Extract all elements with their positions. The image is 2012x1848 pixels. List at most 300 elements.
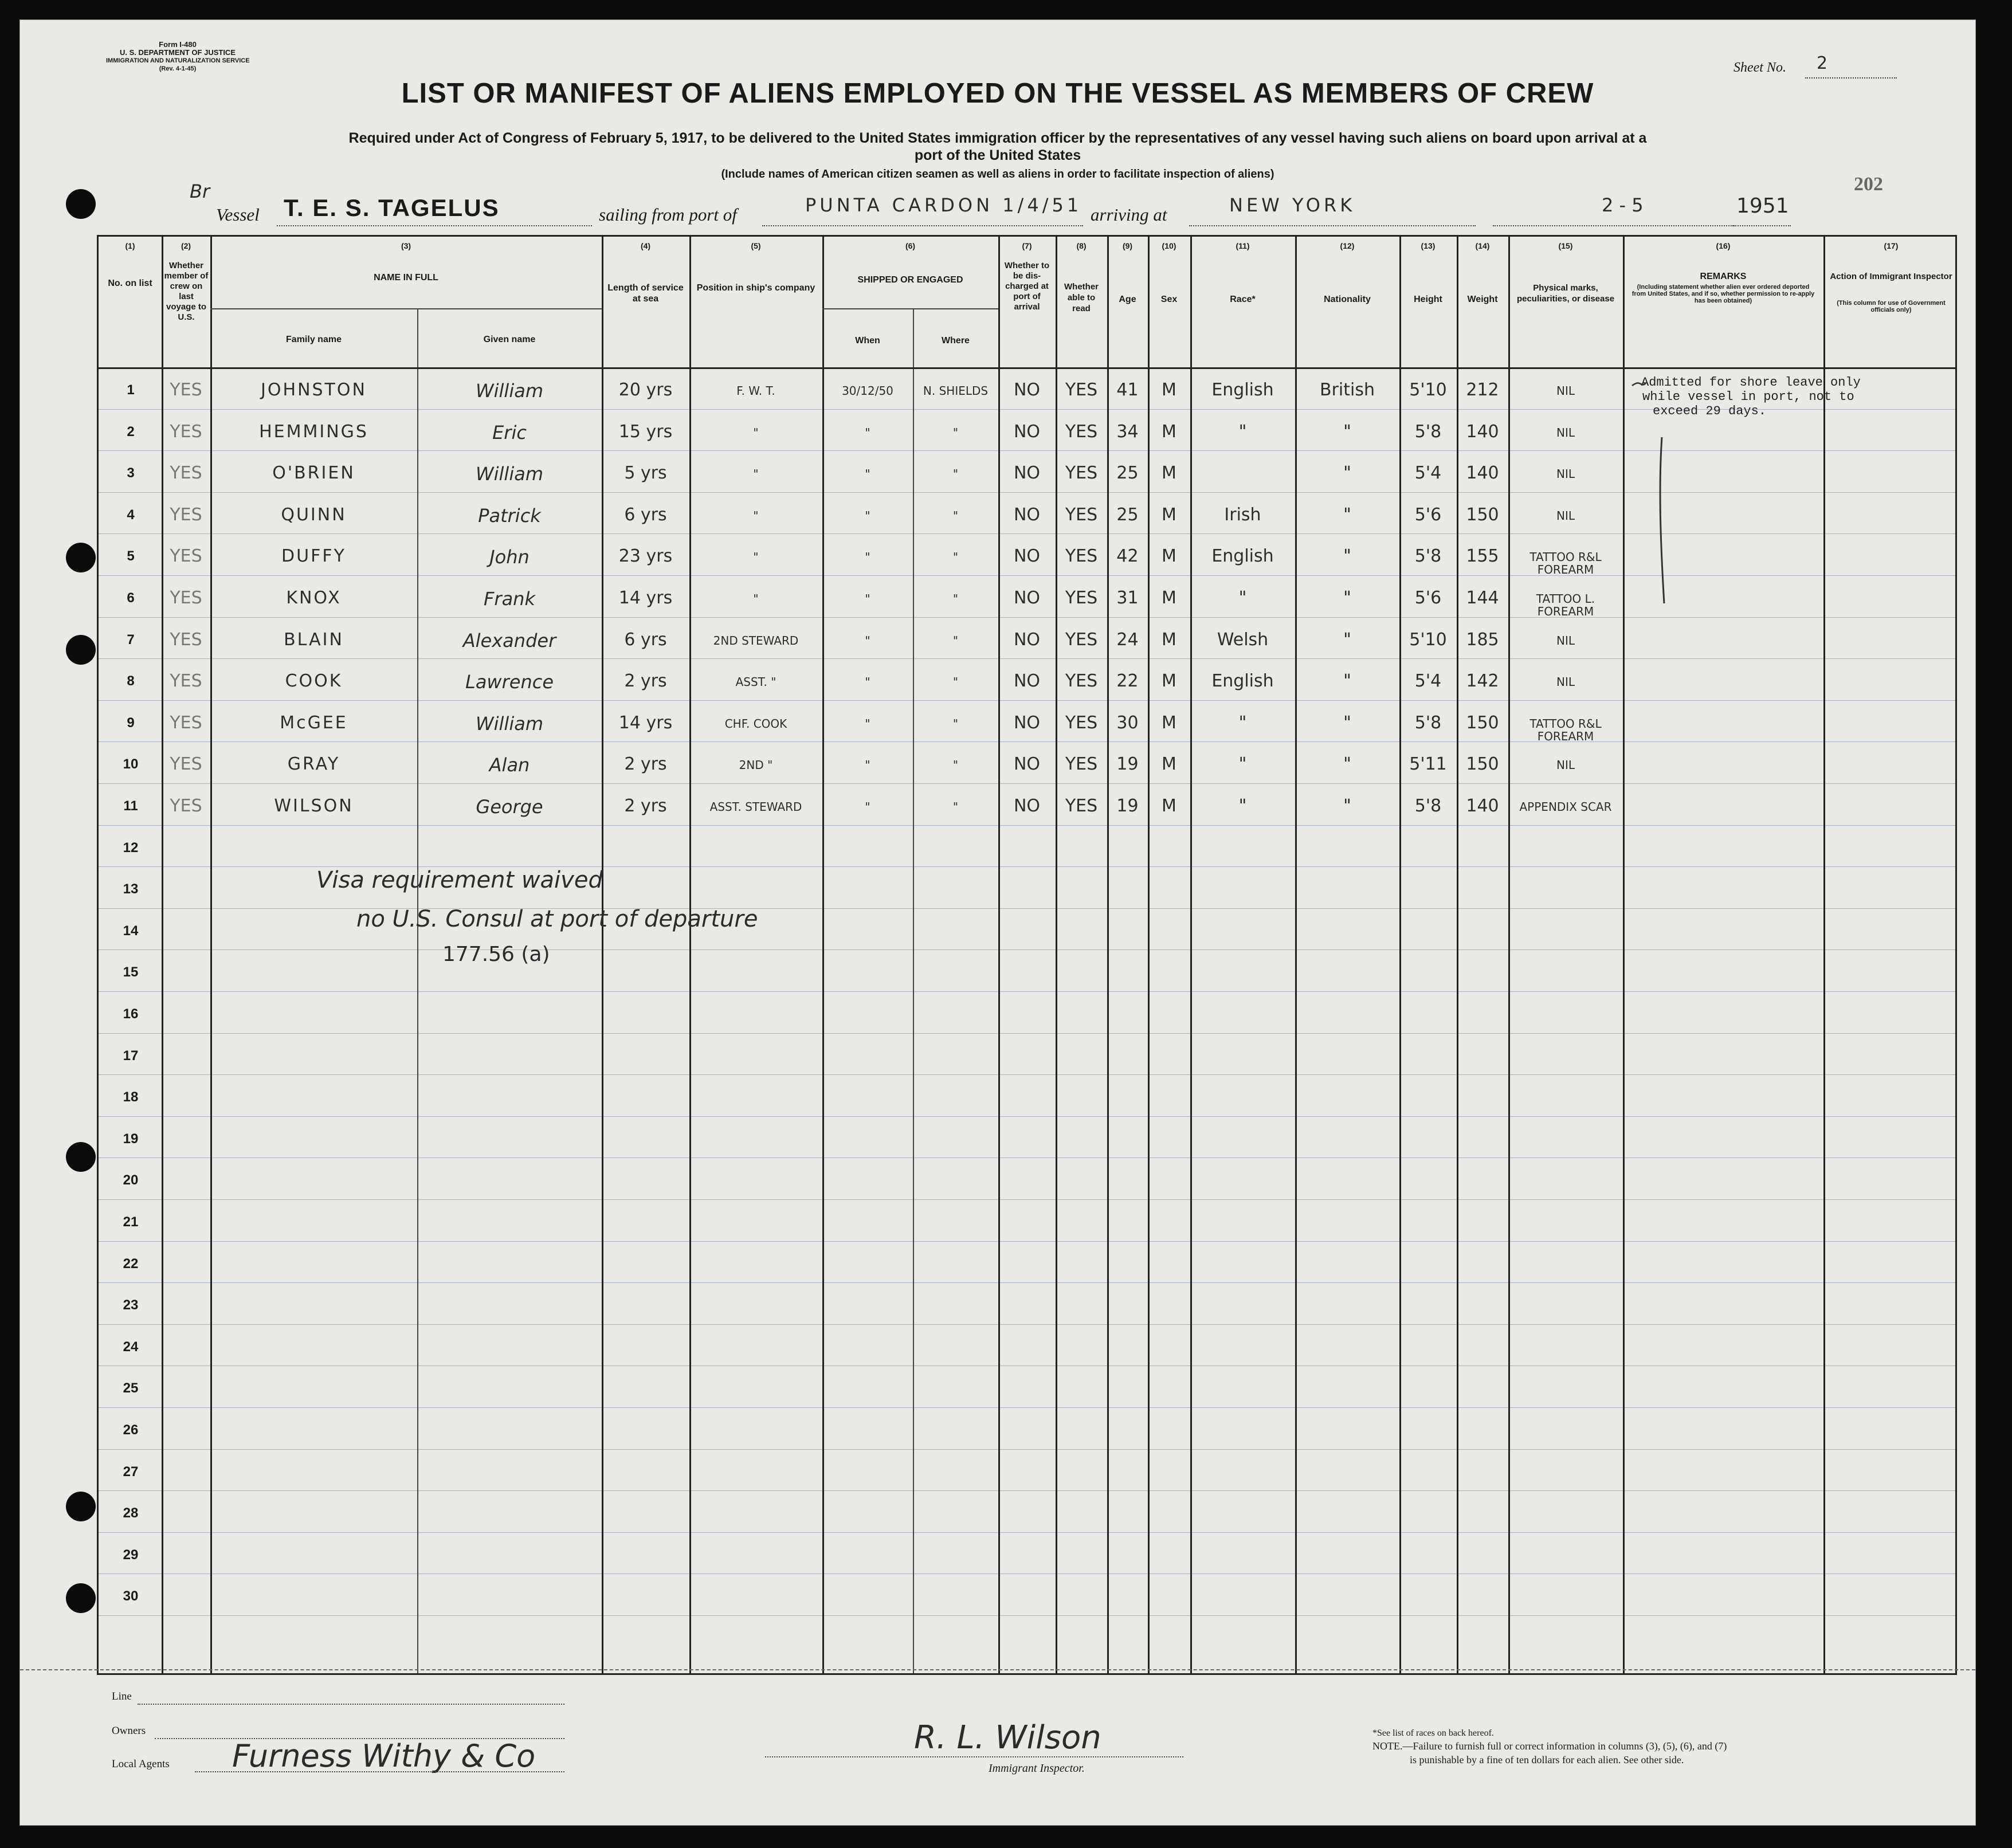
col-discharged: Whether to be dis- charged at port of arrival	[1004, 261, 1050, 312]
cell-position: "	[753, 592, 759, 606]
cell-age: 30	[1116, 712, 1139, 733]
cell-given: Eric	[492, 421, 527, 444]
cell-family: QUINN	[281, 504, 347, 525]
ruled-line	[99, 1407, 1955, 1408]
department: U. S. DEPARTMENT OF JUSTICE	[120, 48, 236, 57]
races-note: *See list of races on back hereof.	[1372, 1728, 1494, 1738]
revision: (Rev. 4-1-45)	[159, 65, 197, 72]
col-age: Age	[1119, 295, 1136, 304]
col-divider	[1107, 237, 1109, 1673]
cell-position: ASST. STEWARD	[709, 800, 802, 814]
punch-hole	[66, 1492, 96, 1521]
cell-sex: M	[1162, 504, 1176, 525]
remarks-line-3: exceed 29 days.	[1653, 404, 1767, 418]
inspector-label: Immigrant Inspector.	[989, 1762, 1085, 1775]
note-line-2: no U.S. Consul at port of departure	[356, 906, 758, 932]
col-divider	[1295, 237, 1297, 1673]
col-num-15: (15)	[1558, 241, 1573, 250]
ruled-line	[99, 1490, 1955, 1491]
arrival-date: 2 - 5	[1602, 194, 1644, 216]
cell-read: YES	[1065, 629, 1098, 650]
col-num-2: (2)	[181, 241, 191, 250]
col-height: Height	[1414, 295, 1442, 304]
row-number: 10	[123, 756, 139, 772]
row-number: 15	[123, 964, 139, 980]
cell-read: YES	[1065, 712, 1098, 733]
name-sub-line	[210, 308, 602, 309]
cell-member: YES	[170, 712, 202, 733]
vessel-prefix: Br	[190, 181, 210, 202]
cell-weight: 155	[1466, 546, 1499, 567]
col-weight: Weight	[1467, 295, 1498, 304]
ruled-line	[99, 1449, 1955, 1450]
cell-height: 5'10	[1409, 380, 1447, 400]
row-number: 26	[123, 1422, 139, 1438]
cell-service: 6 yrs	[624, 629, 667, 650]
cell-family: COOK	[285, 671, 343, 692]
form-id-block	[106, 41, 249, 73]
col-divider	[602, 237, 603, 1673]
cell-height: 5'6	[1414, 504, 1442, 525]
cell-given: Frank	[484, 588, 535, 610]
cell-height: 5'11	[1409, 754, 1447, 775]
cell-when: "	[865, 467, 870, 481]
sheet-number: 2	[1817, 53, 1828, 73]
note-line-1: Visa requirement waived	[316, 867, 603, 893]
subtitle-note: (Include names of American citizen seamen as well as aliens in order to facilitate inspection of aliens)	[721, 168, 1274, 181]
cell-service: 23 yrs	[618, 546, 673, 567]
cell-read: YES	[1065, 754, 1098, 775]
cell-when: 30/12/50	[842, 384, 893, 398]
cell-race: "	[1238, 796, 1247, 816]
col-num-4: (4)	[640, 241, 651, 250]
ruled-line	[99, 658, 1955, 659]
row-number: 9	[127, 715, 135, 731]
cell-marks: NIL	[1556, 467, 1575, 481]
col-shipped-engaged: SHIPPED OR ENGAGED	[857, 275, 963, 285]
row-number: 5	[127, 548, 135, 564]
ruled-line	[99, 1241, 1955, 1242]
ruled-line	[99, 1615, 1955, 1616]
note-label: NOTE.	[1372, 1740, 1403, 1752]
page-title: LIST OR MANIFEST OF ALIENS EMPLOYED ON THE VESSEL AS MEMBERS OF CREW	[401, 78, 1594, 109]
cell-where: N. SHIELDS	[923, 384, 989, 398]
cell-weight: 212	[1466, 380, 1499, 400]
cell-read: YES	[1065, 588, 1098, 608]
row-number: 21	[123, 1214, 139, 1230]
cell-age: 25	[1116, 504, 1139, 525]
cell-height: 5'6	[1414, 588, 1442, 608]
col-position: Position in ship's company	[696, 283, 815, 293]
row-number: 16	[123, 1006, 139, 1022]
cell-sex: M	[1162, 629, 1176, 650]
punch-hole	[66, 543, 96, 572]
cell-marks: TATTOO R&L FOREARM	[1529, 550, 1602, 577]
col-num-10: (10)	[1162, 241, 1176, 250]
subtitle-line-2: port of the United States	[914, 147, 1081, 163]
arrival-year: 1951	[1736, 194, 1789, 218]
cell-sex: M	[1162, 671, 1176, 692]
ruled-line	[99, 741, 1955, 742]
cell-weight: 140	[1466, 796, 1499, 816]
row-number: 29	[123, 1547, 139, 1563]
cell-race: "	[1238, 712, 1247, 733]
cell-race: English	[1211, 546, 1274, 567]
cell-weight: 142	[1466, 671, 1499, 692]
col-sex: Sex	[1160, 295, 1178, 304]
col-divider	[1056, 237, 1057, 1673]
punch-hole	[66, 189, 96, 219]
col-divider	[162, 237, 163, 1673]
row-number: 1	[127, 382, 135, 398]
cell-nationality: "	[1343, 546, 1351, 567]
cell-weight: 185	[1466, 629, 1499, 650]
cell-read: YES	[1065, 463, 1098, 484]
cell-family: O'BRIEN	[272, 463, 355, 484]
cell-race: Irish	[1224, 504, 1261, 525]
cell-sex: M	[1162, 380, 1176, 400]
cell-nationality: British	[1320, 380, 1375, 400]
cell-member: YES	[170, 421, 202, 442]
cell-position: "	[753, 508, 759, 523]
cell-family: HEMMINGS	[259, 421, 368, 442]
cell-race: English	[1211, 380, 1274, 400]
cell-where: "	[952, 633, 959, 648]
col-num-16: (16)	[1716, 241, 1731, 250]
ruled-line	[99, 617, 1955, 618]
cell-race: "	[1238, 421, 1247, 442]
cell-marks: APPENDIX SCAR	[1519, 800, 1612, 814]
cell-position: 2ND "	[739, 758, 773, 772]
cell-nationality: "	[1343, 588, 1351, 608]
agents-label: Local Agents	[112, 1758, 170, 1770]
cell-age: 25	[1116, 463, 1139, 484]
col-physical: Physical marks, peculiarities, or disease	[1516, 283, 1615, 304]
cell-race: "	[1238, 588, 1247, 608]
row-number: 22	[123, 1255, 139, 1272]
col-remarks-note: (Including statement whether alien ever ordered deported from United States, and if so, whether permission to re-apply has been obtained)	[1631, 284, 1815, 304]
cell-height: 5'10	[1409, 629, 1447, 650]
col-divider	[1457, 237, 1458, 1673]
ruled-line	[99, 1282, 1955, 1283]
form-number: Form I-480	[159, 40, 197, 49]
cell-height: 5'8	[1414, 712, 1442, 733]
remarks-line-2: while vessel in port, not to	[1642, 390, 1854, 404]
sailing-label: sailing from port of	[599, 205, 737, 225]
cell-position: "	[753, 467, 759, 481]
cell-nationality: "	[1343, 796, 1351, 816]
cell-race: English	[1211, 671, 1274, 692]
cell-discharge: NO	[1013, 712, 1041, 733]
cell-family: BLAIN	[284, 629, 344, 650]
col-action: Action of Immigrant Inspector	[1830, 272, 1952, 281]
col-race: Race*	[1230, 295, 1256, 304]
arriving-port: NEW YORK	[1229, 194, 1356, 216]
col-num-9: (9)	[1122, 241, 1133, 250]
row-number: 11	[123, 798, 138, 814]
cell-discharge: NO	[1013, 588, 1041, 608]
cell-nationality: "	[1343, 671, 1351, 692]
col-where: Where	[942, 336, 970, 346]
cell-position: ASST. "	[735, 675, 776, 689]
col-num-7: (7)	[1022, 241, 1032, 250]
row-number: 7	[127, 631, 135, 648]
col-given-name: Given name	[483, 335, 536, 344]
cell-marks: NIL	[1556, 633, 1575, 648]
cell-where: "	[952, 716, 959, 731]
cell-family: JOHNSTON	[261, 380, 367, 400]
cell-marks: TATTOO R&L FOREARM	[1529, 716, 1602, 743]
cell-when: "	[865, 633, 870, 648]
cell-weight: 150	[1466, 754, 1499, 775]
col-divider	[210, 237, 212, 1673]
footer-divider	[20, 1669, 1975, 1670]
col-action-note: (This column for use of Government officials only)	[1837, 300, 1946, 313]
col-num-12: (12)	[1340, 241, 1355, 250]
cell-when: "	[865, 800, 870, 814]
cell-marks: NIL	[1556, 675, 1575, 689]
punch-hole	[66, 1142, 96, 1172]
cell-where: "	[952, 758, 959, 772]
cell-where: "	[952, 592, 959, 606]
row-number: 27	[123, 1464, 139, 1480]
cell-age: 41	[1116, 380, 1139, 400]
col-name-in-full: NAME IN FULL	[374, 273, 438, 283]
cell-when: "	[865, 592, 870, 606]
row-number: 6	[127, 590, 135, 606]
cell-race: Welsh	[1217, 629, 1269, 650]
cell-weight: 144	[1466, 588, 1499, 608]
col-when: When	[855, 336, 880, 346]
col-num-11: (11)	[1236, 241, 1250, 250]
cell-family: WILSON	[274, 796, 354, 816]
cell-member: YES	[170, 588, 202, 608]
cell-service: 20 yrs	[618, 380, 673, 400]
cell-position: "	[753, 425, 759, 440]
cell-where: "	[952, 800, 959, 814]
ruled-line	[99, 949, 1955, 950]
cell-service: 15 yrs	[618, 421, 673, 442]
cell-discharge: NO	[1013, 504, 1041, 525]
cell-discharge: NO	[1013, 796, 1041, 816]
col-divider	[998, 237, 1000, 1673]
col-no-on-list: No. on list	[108, 278, 152, 288]
cell-service: 5 yrs	[624, 463, 667, 484]
cell-when: "	[865, 716, 870, 731]
line-field	[138, 1704, 564, 1705]
cell-member: YES	[170, 796, 202, 816]
ruled-line	[99, 1074, 1955, 1075]
cell-family: McGEE	[280, 712, 348, 733]
cell-discharge: NO	[1013, 671, 1041, 692]
cell-read: YES	[1065, 796, 1098, 816]
sheet-label: Sheet No.	[1733, 60, 1786, 75]
cell-position: F. W. T.	[736, 384, 775, 398]
cell-age: 19	[1116, 796, 1139, 816]
cell-marks: NIL	[1556, 758, 1575, 772]
col-length-service: Length of service at sea	[607, 283, 684, 304]
cell-sex: M	[1162, 421, 1176, 442]
col-divider	[1508, 237, 1510, 1673]
inspector-line	[765, 1756, 1183, 1757]
subtitle-line-1: Required under Act of Congress of February 5, 1917, to be delivered to the United States immigration officer by the representatives of any vessel having such aliens on board upon arrival at a	[348, 130, 1647, 146]
cell-where: "	[952, 675, 959, 689]
cell-given: Alan	[489, 754, 530, 776]
vessel-name: T. E. S. TAGELUS	[284, 194, 500, 221]
col-family-name: Family name	[286, 335, 342, 344]
cell-where: "	[952, 425, 959, 440]
cell-sex: M	[1162, 463, 1176, 484]
cell-sex: M	[1162, 546, 1176, 567]
row-number: 24	[123, 1339, 139, 1355]
cell-member: YES	[170, 754, 202, 775]
inspector-signature: R. L. Wilson	[914, 1719, 1101, 1756]
punch-hole	[66, 1583, 96, 1613]
cell-age: 31	[1116, 588, 1139, 608]
cell-age: 22	[1116, 671, 1139, 692]
ditto-bracket	[1629, 374, 1697, 615]
row-number: 4	[127, 507, 135, 523]
ruled-line	[99, 700, 1955, 701]
cell-marks: NIL	[1556, 425, 1575, 440]
cell-member: YES	[170, 504, 202, 525]
cell-position: CHF. COOK	[724, 716, 787, 731]
col-num-3: (3)	[401, 241, 411, 250]
cell-when: "	[865, 508, 870, 523]
col-divider	[822, 237, 824, 1673]
cell-service: 14 yrs	[618, 712, 673, 733]
cell-when: "	[865, 550, 870, 564]
vessel-line	[277, 225, 592, 226]
col-divider	[1399, 237, 1401, 1673]
remarks-line-1: Admitted for shore leave only	[1641, 375, 1861, 390]
col-num-13: (13)	[1421, 241, 1436, 250]
ruled-line	[99, 825, 1955, 826]
cell-height: 5'8	[1414, 546, 1442, 567]
cell-service: 2 yrs	[624, 754, 667, 775]
col-num-8: (8)	[1076, 241, 1087, 250]
line-label: Line	[112, 1690, 132, 1702]
col-divider	[1190, 237, 1192, 1673]
row-number: 12	[123, 839, 139, 856]
cell-service: 2 yrs	[624, 671, 667, 692]
row-number: 25	[123, 1380, 139, 1396]
cell-sex: M	[1162, 588, 1176, 608]
row-number: 2	[127, 423, 135, 440]
cell-discharge: NO	[1013, 546, 1041, 567]
col-num-6: (6)	[905, 241, 916, 250]
col-divider	[1148, 237, 1150, 1673]
col-member: Whether member of crew on last voyage to U.S.	[164, 261, 209, 322]
cell-weight: 140	[1466, 421, 1499, 442]
ruled-line	[99, 1532, 1955, 1533]
cell-member: YES	[170, 629, 202, 650]
manifest-sheet	[19, 19, 1976, 1826]
cell-weight: 150	[1466, 504, 1499, 525]
col-divider	[689, 237, 691, 1673]
ruled-line	[99, 783, 1955, 784]
cell-age: 42	[1116, 546, 1139, 567]
row-number: 3	[127, 465, 135, 481]
col-divider	[1623, 237, 1625, 1673]
note-line-3: 177.56 (a)	[442, 943, 550, 966]
cell-read: YES	[1065, 380, 1098, 400]
col-num-14: (14)	[1475, 241, 1490, 250]
arriving-label: arriving at	[1091, 205, 1167, 225]
cell-height: 5'8	[1414, 421, 1442, 442]
fine-note	[1372, 1739, 1727, 1753]
cell-given: George	[476, 796, 543, 818]
ruled-line	[99, 1324, 1955, 1325]
col-num-5: (5)	[751, 241, 761, 250]
cell-service: 14 yrs	[618, 588, 673, 608]
cell-when: "	[865, 425, 870, 440]
arriving-line	[1189, 225, 1476, 226]
cell-given: William	[476, 712, 543, 735]
col-num-17: (17)	[1884, 241, 1899, 250]
cell-family: DUFFY	[281, 546, 346, 567]
cell-discharge: NO	[1013, 380, 1041, 400]
cell-nationality: "	[1343, 463, 1351, 484]
cell-read: YES	[1065, 546, 1098, 567]
cell-discharge: NO	[1013, 421, 1041, 442]
cell-height: 5'4	[1414, 463, 1442, 484]
owners-label: Owners	[112, 1725, 146, 1737]
sailing-port: PUNTA CARDON 1/4/51	[805, 194, 1083, 216]
vessel-label: Vessel	[216, 205, 260, 225]
cell-read: YES	[1065, 421, 1098, 442]
cell-given: William	[476, 380, 543, 402]
cell-nationality: "	[1343, 504, 1351, 525]
cell-sex: M	[1162, 712, 1176, 733]
cell-given: William	[476, 463, 543, 485]
row-number: 8	[127, 673, 135, 689]
agents-value: Furness Withy & Co	[232, 1738, 536, 1774]
cell-read: YES	[1065, 504, 1098, 525]
row-number: 30	[123, 1588, 139, 1604]
cell-nationality: "	[1343, 754, 1351, 775]
ruled-line	[99, 991, 1955, 992]
year-line	[1733, 225, 1791, 226]
row-number: 23	[123, 1297, 139, 1313]
row-number: 19	[123, 1131, 139, 1147]
ruled-line	[99, 1033, 1955, 1034]
cell-member: YES	[170, 546, 202, 567]
cell-age: 34	[1116, 421, 1139, 442]
cell-weight: 150	[1466, 712, 1499, 733]
header-bottom-line	[99, 367, 1955, 369]
cell-nationality: "	[1343, 629, 1351, 650]
cell-member: YES	[170, 463, 202, 484]
crew-table	[97, 235, 1957, 1675]
cell-race: "	[1238, 754, 1247, 775]
row-number: 18	[123, 1089, 139, 1105]
row-number: 17	[123, 1047, 139, 1064]
cell-where: "	[952, 467, 959, 481]
row-number: 20	[123, 1172, 139, 1188]
service: IMMIGRATION AND NATURALIZATION SERVICE	[106, 57, 250, 64]
note-text-2: is punishable by a fine of ten dollars for each alien. See other side.	[1410, 1754, 1684, 1765]
col-divider	[1823, 237, 1825, 1673]
punch-hole	[66, 635, 96, 665]
cell-age: 19	[1116, 754, 1139, 775]
row-number: 28	[123, 1505, 139, 1521]
cell-when: "	[865, 675, 870, 689]
cell-family: KNOX	[286, 588, 342, 608]
cell-member: YES	[170, 671, 202, 692]
sailing-line	[762, 225, 1083, 226]
cell-where: "	[952, 550, 959, 564]
